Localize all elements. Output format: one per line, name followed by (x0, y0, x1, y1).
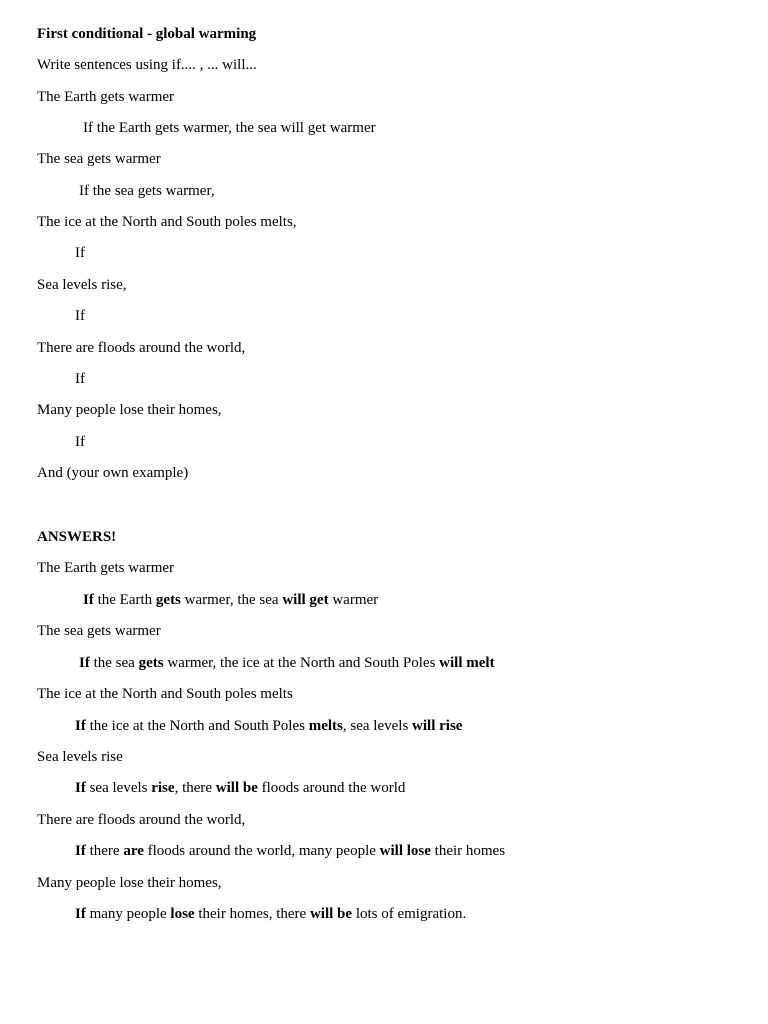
exercise-response: If the Earth gets warmer, the sea will get warmer (83, 120, 376, 136)
answer-sentence (75, 842, 505, 860)
answer-sentence (79, 654, 495, 672)
answer-text-segment: floods around the world (257, 780, 406, 796)
exercise-response: If (75, 434, 85, 450)
answer-bold-segment: rise (151, 780, 175, 796)
answer-bold-segment: If (75, 718, 86, 734)
answer-bold-segment: gets (138, 655, 164, 671)
answer-text-segment: the sea (89, 655, 139, 671)
answer-bold-segment: will be (215, 780, 258, 796)
exercise-prompt: Sea levels rise, (37, 277, 127, 293)
answer-bold-segment: will melt (439, 655, 495, 671)
exercise-final-prompt: And (your own example) (37, 465, 189, 481)
answer-sentence (75, 717, 462, 735)
answer-bold-segment: lose (170, 906, 195, 922)
answer-bold-segment: If (75, 780, 86, 796)
answer-prompt: Sea levels rise (37, 749, 123, 765)
answer-bold-segment: If (75, 843, 86, 859)
answer-prompt: The Earth gets warmer (37, 560, 175, 576)
answer-text-segment: warmer, the ice at the North and South Poles (163, 655, 440, 671)
answer-bold-segment: will rise (412, 718, 463, 734)
answer-prompt: The sea gets warmer (37, 623, 161, 639)
answer-text-segment: the Earth (93, 592, 156, 608)
answer-text-segment: their homes (430, 843, 506, 859)
exercise-prompt: The ice at the North and South poles melts, (37, 214, 297, 230)
answer-bold-segment: will lose (379, 843, 431, 859)
exercise-prompt: There are floods around the world, (37, 340, 246, 356)
answer-bold-segment: will get (282, 592, 329, 608)
answer-text-segment: lots of emigration. (352, 906, 467, 922)
answer-bold-segment: gets (155, 592, 181, 608)
answer-bold-segment: will be (309, 906, 353, 922)
answer-prompt: The ice at the North and South poles melts (37, 686, 293, 702)
answer-sentence (83, 591, 378, 609)
answer-bold-segment: If (79, 655, 90, 671)
exercise-prompt: Many people lose their homes, (37, 402, 222, 418)
instruction-text: Write sentences using if.... , ... will... (37, 57, 257, 73)
answer-text-segment: warmer, the sea (180, 592, 283, 608)
document-title: First conditional - global warming (37, 26, 257, 42)
answer-prompt: Many people lose their homes, (37, 875, 222, 891)
answer-text-segment: there (85, 843, 124, 859)
answer-text-segment: sea levels (85, 780, 152, 796)
answer-text-segment: their homes, there (194, 906, 310, 922)
exercise-response: If (75, 308, 85, 324)
answer-text-segment: floods around the world, many people (143, 843, 380, 859)
answer-bold-segment: melts (308, 718, 343, 734)
answer-sentence (75, 905, 466, 923)
answer-text-segment: , sea levels (342, 718, 413, 734)
answers-heading: ANSWERS! (37, 529, 117, 545)
answer-bold-segment: are (123, 843, 144, 859)
answer-text-segment: warmer (328, 592, 379, 608)
exercise-response: If (75, 245, 85, 261)
exercise-response: If (75, 371, 85, 387)
answer-text-segment: the ice at the North and South Poles (85, 718, 309, 734)
exercise-prompt: The Earth gets warmer (37, 89, 175, 105)
answer-sentence (75, 779, 405, 797)
exercise-prompt: The sea gets warmer (37, 151, 161, 167)
answer-bold-segment: If (83, 592, 94, 608)
exercise-response: If the sea gets warmer, (79, 183, 215, 199)
answer-text-segment: , there (174, 780, 216, 796)
answer-bold-segment: If (75, 906, 86, 922)
answer-text-segment: many people (85, 906, 171, 922)
answer-prompt: There are floods around the world, (37, 812, 246, 828)
